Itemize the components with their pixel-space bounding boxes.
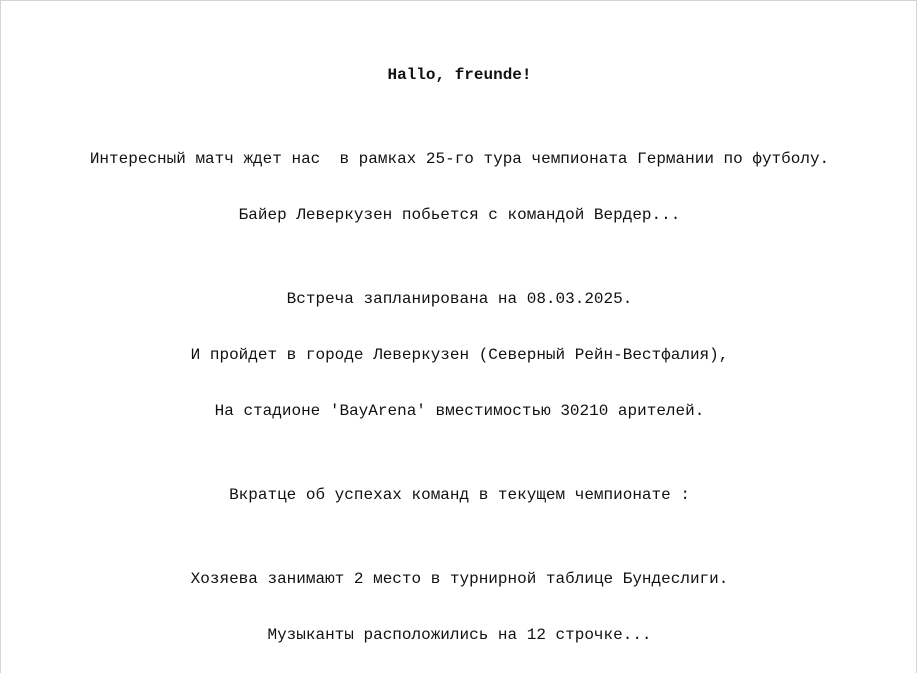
text-line-match-intro: Интересный матч ждет нас в рамках 25-го тура чемпионата Германии по футболу. bbox=[89, 150, 830, 168]
text-line-teams: Байер Леверкузен побьется с командой Вердер... bbox=[238, 206, 681, 224]
text-line-date: Встреча запланирована на 08.03.2025. bbox=[286, 290, 633, 308]
text-line-summary-heading: Вкратце об успехах команд в текущем чемпионате : bbox=[229, 486, 690, 504]
text-line-stadium: На стадионе 'BayArena' вместимостью 30210 арителей. bbox=[214, 402, 705, 420]
greeting-title: Hallo, freunde! bbox=[387, 66, 532, 84]
text-line-home-position: Хозяева занимают 2 место в турнирной таблице Бундеслиги. bbox=[190, 570, 729, 588]
text-line-away-position: Музыканты расположились на 12 строчке... bbox=[267, 626, 652, 644]
text-line-city: И пройдет в городе Леверкузен (Северный Рейн-Вестфалия), bbox=[190, 346, 729, 364]
